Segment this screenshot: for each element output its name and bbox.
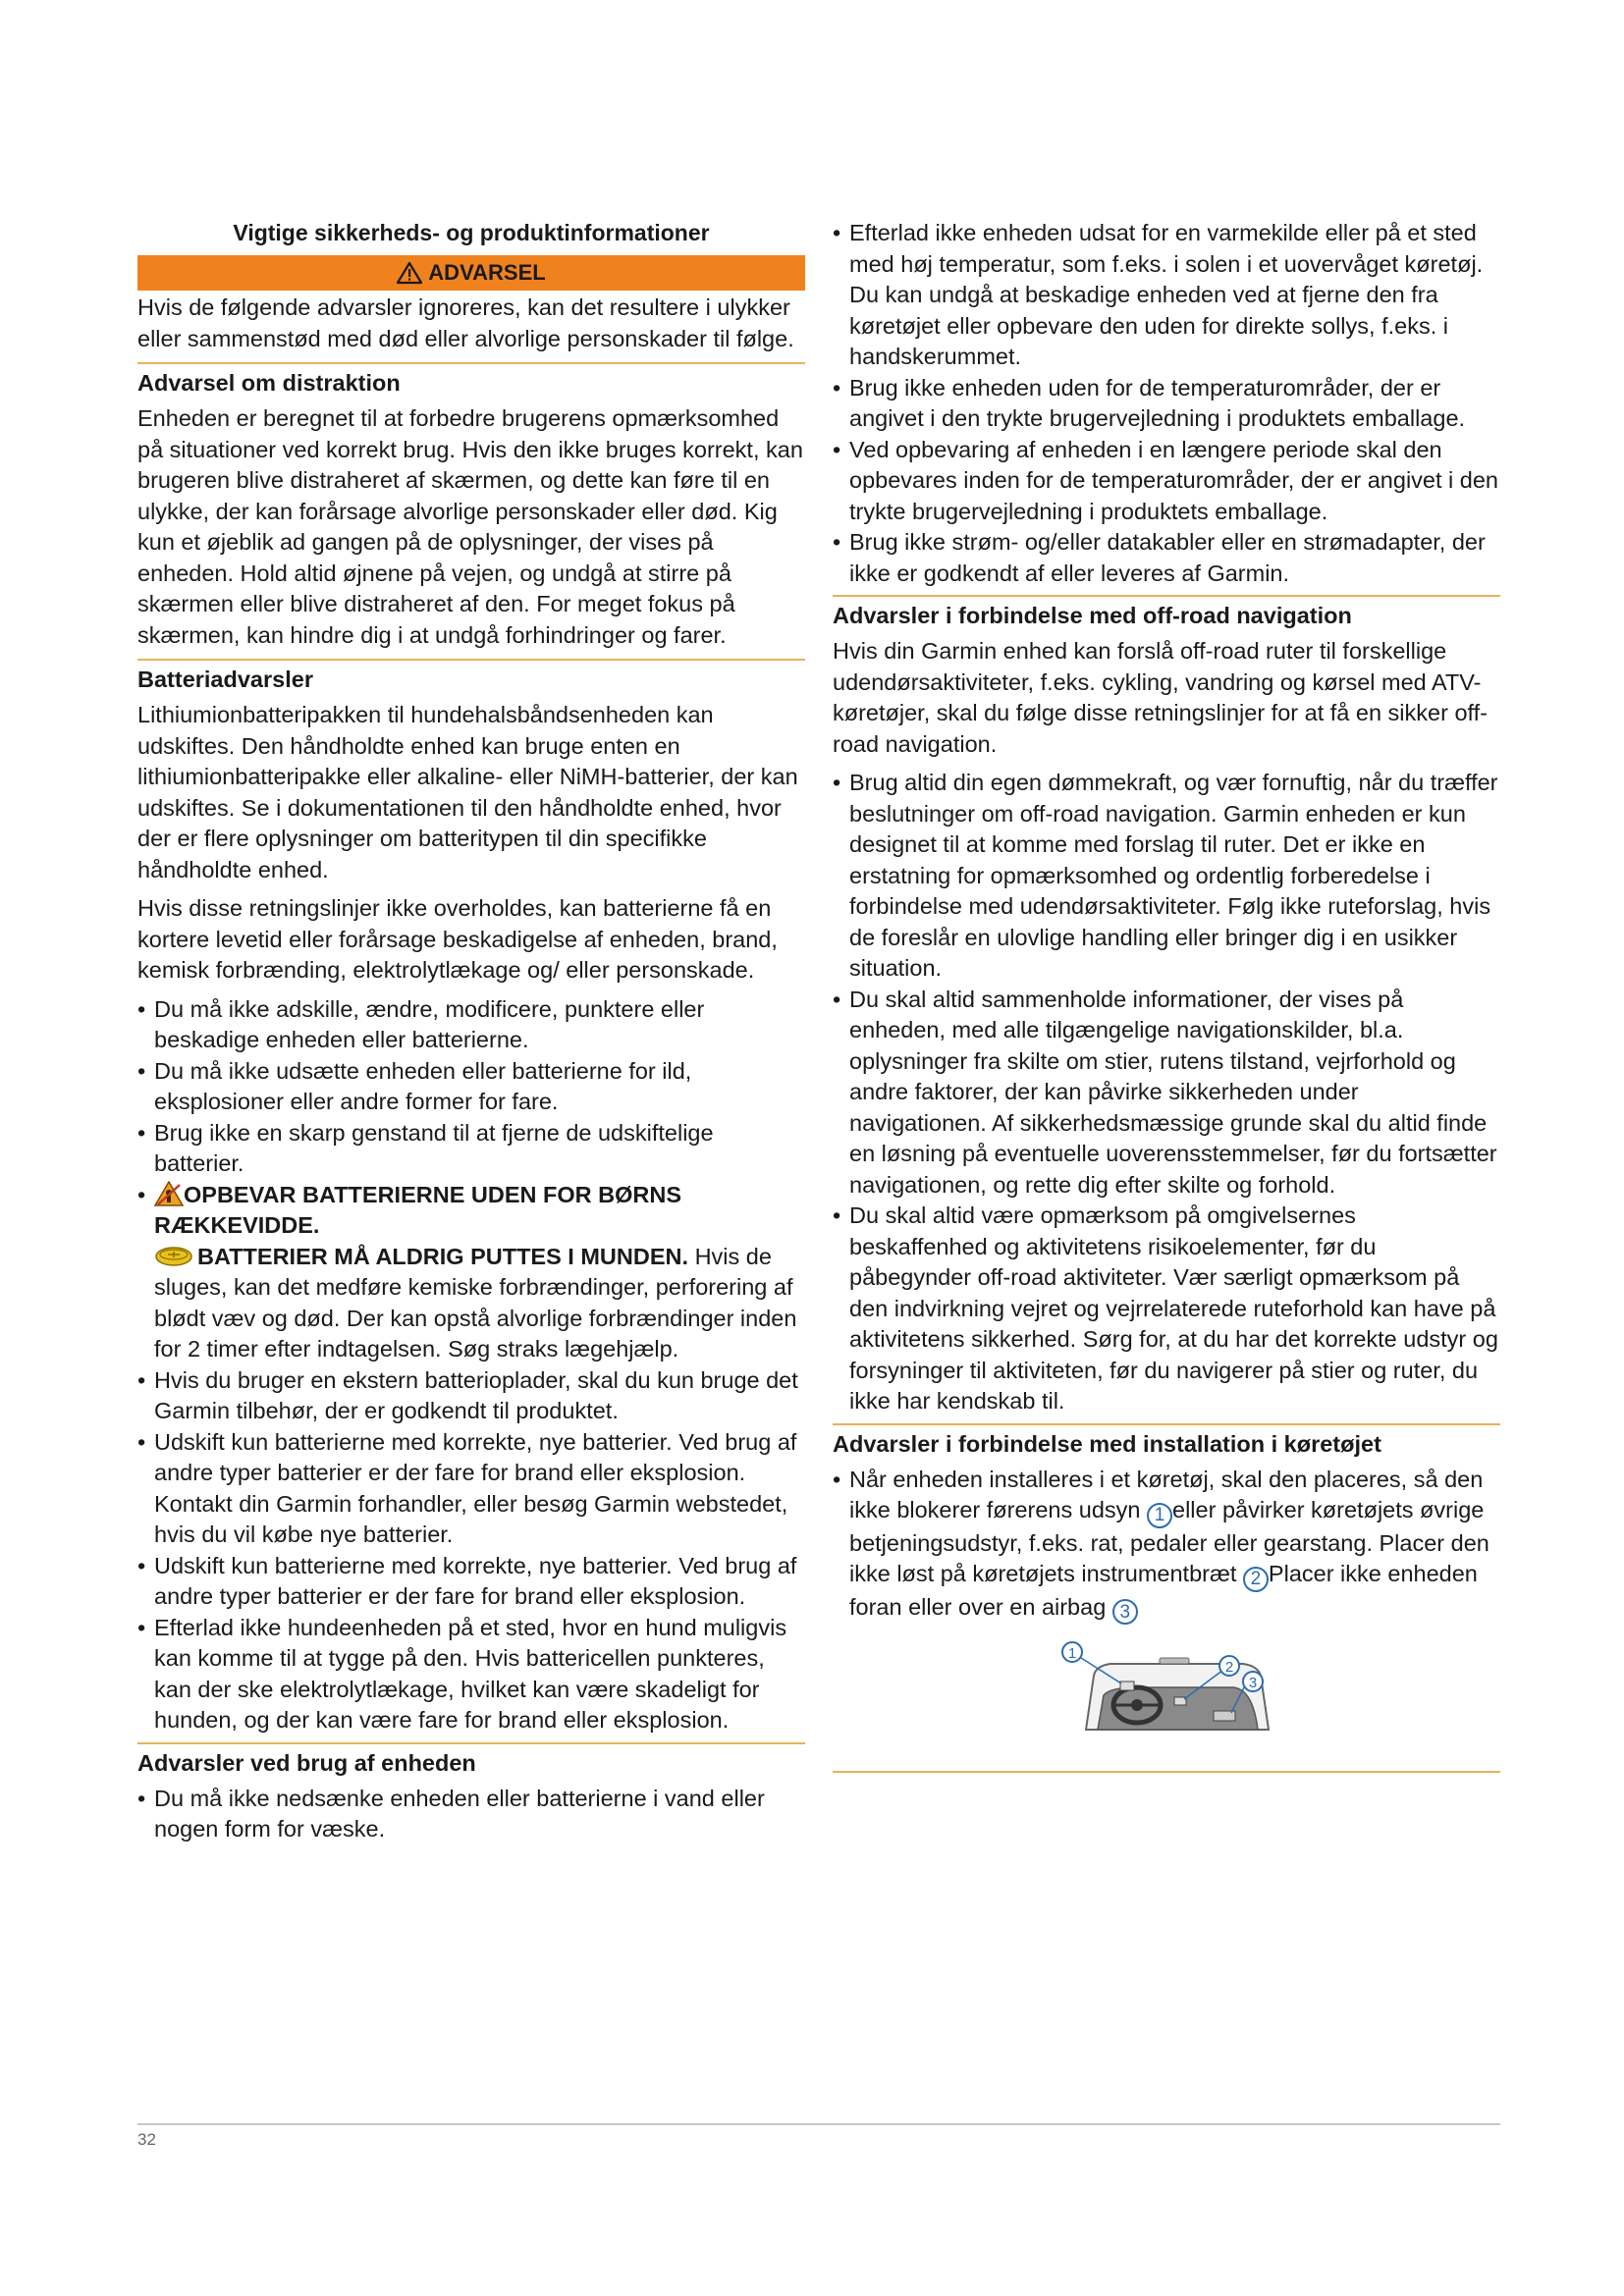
keep-away-warning: OPBEVAR BATTERIERNE UDEN FOR BØRNS RÆKKEVIDDE. — [154, 1181, 682, 1238]
battery-para-1: Lithiumionbatteripakken til hundehalsbåndsenheden kan udskiftes. Den håndholdte enhed kan bruge enten en lithiumionbatteripakke eller alkaline- eller NiMH-batterier, der kan udskiftes. Se i dokumentationen til den håndholdte enhed, hvor der er flere oplysninger om batteritypen til din specifikke håndholdte enhed. — [137, 702, 798, 882]
list-item: • Hvis du bruger en ekstern batterioplader, skal du kun bruge det Garmin tilbehør, der er godkendt til produktet. — [137, 1366, 798, 1423]
diagram-callout-1-label: 1 — [1067, 1645, 1077, 1662]
callout-2: 2 — [1243, 1567, 1269, 1592]
usage-title: Advarsler ved brug af enheden — [137, 1742, 805, 1778]
list-item: • OPBEVAR BATTERIERNE UDEN FOR BØRNS RÆKKEVIDDE. BATTERIER MÅ ALDRIG PUTTES I MUNDEN. Hvis de sluges, kan det medføre kemiske forbrændinger, perforering af blødt væv og død. Der kan opstå alvorlige forbrændinger inden for 2 timer efter indtagelsen. Søg straks lægehjælp. — [137, 1181, 797, 1362]
distraction-text: Enheden er beregnet til at forbedre brugerens opmærksomhed på situationer ved korrekt brug. Hvis den ikke bruges korrekt, kan brugeren blive distraheret af skærmen, og dette kan føre til en ulykke, der kan forårsage alvorlige personskader eller død. Kig kun et øjeblik ad gangen på de oplysninger, der vises på enheden. Hold altid øjnene på vejen, og undgå at stirre på skærmen eller blive distraheret af den. For meget fokus på skærmen, kan hindre dig i at undgå forhindringer og farer. — [137, 405, 803, 648]
distraction-title: Advarsel om distraktion — [137, 362, 805, 398]
battery-title: Batteriadvarsler — [137, 659, 805, 694]
list-item: • Du må ikke nedsænke enheden eller batterierne i vand eller nogen form for væske. — [137, 1785, 765, 1842]
list-item: • Brug ikke strøm- og/eller datakabler eller en strømadapter, der ikke er godkendt af eller leveres af Garmin. — [833, 529, 1486, 586]
battery-para-2: Hvis disse retningslinjer ikke overholdes, kan batterierne få en kortere levetid eller forårsage beskadigelse af enheden, brand, kemisk forbrænding, elektrolytlækage og/ eller personskade. — [137, 895, 778, 983]
battery-list — [137, 994, 805, 1736]
section-end-rule — [833, 1771, 1500, 1773]
callout-3: 3 — [1112, 1599, 1138, 1625]
vehicle-list — [833, 1465, 1500, 1626]
warning-intro: Hvis de følgende advarsler ignoreres, kan det resultere i ulykker eller sammenstød med død eller alvorlige personskader til følge. — [137, 294, 794, 351]
list-item: • Når enheden installeres i et køretøj, skal den placeres, så den ikke blokerer førerens udsyn 1 eller påvirker køretøjets øvrige betjeningsudstyr, f.eks. rat, pedaler eller gearstang. Placer den ikke løst på køretøjets instrumentbræt 2 Placer ikke enheden foran eller over en airbag 3 — [833, 1465, 1500, 1626]
list-item: • Efterlad ikke hundeenheden på et sted, hvor en hund muligvis kan komme til at tygge på den. Hvis battericellen punkteres, kan der ske elektrolytlækage, hvilket kan være skadeligt for hunden, og der kan være fare for brand eller eksplosion. — [137, 1614, 787, 1733]
no-mouth-text: Hvis de sluges, kan det medføre kemiske forbrændinger, perforering af blødt væv og død. Der kan opstå alvorlige forbrændinger inden for 2 timer efter indtagelsen. Søg straks lægehjælp. — [154, 1243, 797, 1362]
usage-list — [137, 1784, 805, 1845]
left-column — [137, 218, 805, 1845]
no-mouth-warning: BATTERIER MÅ ALDRIG PUTTES I MUNDEN. — [197, 1243, 689, 1269]
footer-rule — [137, 2123, 1500, 2125]
list-item: • Efterlad ikke enheden udsat for en varmekilde eller på et sted med høj temperatur, som f.eks. i solen i et uovervåget køretøj. Du kan undgå at beskadige enheden ved at fjerne den fra køretøjet eller opbevare den uden for direkte sollys, f.eks. i handskerummet. — [833, 220, 1484, 369]
warning-triangle-icon — [397, 261, 422, 285]
vehicle-title: Advarsler i forbindelse med installation i køretøjet — [833, 1423, 1500, 1459]
list-item: • Du skal altid være opmærksom på omgivelsernes beskaffenhed og aktivitetens risikoelementer, før du påbegynder off-road aktiviteter. Vær særligt opmærksom på den indvirkning vejret og vejrrelaterede ruteforhold kan have på aktivitetens sikkerhed. Sørg for, at du har det korrekte udstyr og forsyninger til aktiviteten, før du navigerer på stier og ruter, du ikke har kendskab til. — [833, 1202, 1498, 1414]
child-hazard-icon — [154, 1181, 184, 1206]
usage-list-continued — [833, 218, 1500, 589]
list-item: • Du må ikke udsætte enheden eller batterierne for ild, eksplosioner eller andre former for fare. — [137, 1057, 692, 1114]
list-item: • Du skal altid sammenholde informationer, der vises på enheden, med alle tilgængelige navigationskilder, bl.a. oplysninger fra skilte om stier, rutens tilstand, vejrforhold og andre faktorer, der kan påvirke sikkerheden under navigationen. Af sikkerhedsmæssige grunde skal du altid finde en løsning på eventuelle uoverensstemmelser, før du fortsætter navigationen, og rette dig efter skilte og forhold. — [833, 986, 1497, 1198]
coin-battery-icon — [154, 1246, 193, 1267]
warning-label: ADVARSEL — [428, 260, 546, 285]
list-item: • Brug ikke en skarp genstand til at fjerne de udskiftelige batterier. — [137, 1119, 714, 1176]
diagram-callout-2-label: 2 — [1224, 1659, 1234, 1676]
list-item: • Brug ikke enheden uden for de temperaturområder, der er angivet i den trykte brugervejledning i produktets emballage. — [833, 374, 1466, 431]
warning-banner — [137, 255, 805, 291]
callout-1: 1 — [1147, 1503, 1172, 1528]
list-item: • Brug altid din egen dømmekraft, og vær fornuftig, når du træffer beslutninger om off-road navigation. Garmin enheden er kun designet til at komme med forslag til ruter. Det er ikke en erstatning for opmærksomhed og ordentlig forberedelse i forbindelse med udendørsaktiviteter. Følg ikke ruteforslag, hvis de foreslår en ulovlige handling eller bringer dig i en usikker situation. — [833, 770, 1498, 981]
dashboard-diagram — [1056, 1636, 1302, 1744]
right-column — [833, 218, 1500, 1773]
list-item: • Udskift kun batterierne med korrekte, nye batterier. Ved brug af andre typer batterier er der fare for brand eller eksplosion. — [137, 1552, 797, 1609]
page-title: Vigtige sikkerheds- og produktinformationer — [233, 220, 710, 245]
offroad-intro: Hvis din Garmin enhed kan forslå off-road ruter til forskellige udendørsaktiviteter, f.eks. cykling, vandring og kørsel med ATV-køretøjer, skal du følge disse retningslinjer for at få en sikker off-road navigation. — [833, 638, 1488, 757]
page-number: 32 — [137, 2130, 156, 2149]
list-item: • Ved opbevaring af enheden i en længere periode skal den opbevares inden for de temperaturområder, der er angivet i den trykte brugervejledning i produktets emballage. — [833, 436, 1499, 524]
list-item: • Udskift kun batterierne med korrekte, nye batterier. Ved brug af andre typer batterier er der fare for brand eller eksplosion. Kontakt din Garmin forhandler, eller besøg Garmin webstedet, hvis du vil købe nye batterier. — [137, 1428, 797, 1547]
offroad-title: Advarsler i forbindelse med off-road navigation — [833, 595, 1500, 630]
list-item: • Du må ikke adskille, ændre, modificere, punktere eller beskadige enheden eller batterierne. — [137, 995, 705, 1052]
offroad-list — [833, 768, 1500, 1417]
diagram-callout-3-label: 3 — [1248, 1675, 1258, 1691]
